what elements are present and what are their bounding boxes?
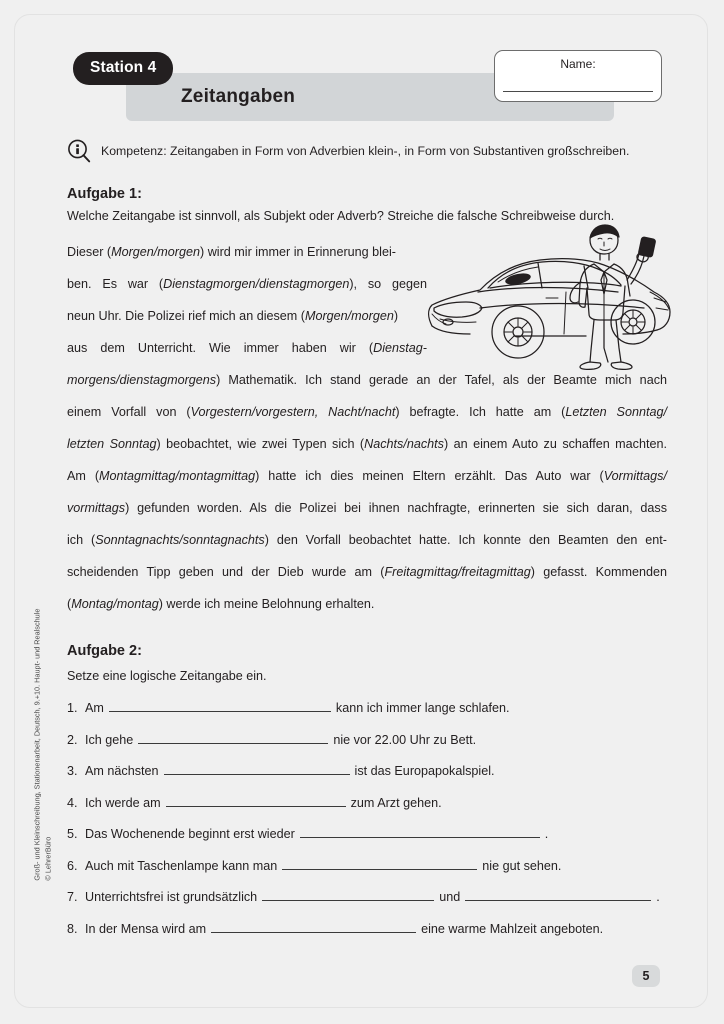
task1-instruction: Welche Zeitangabe ist sinnvoll, als Subjekt oder Adverb? Streiche die falsche Schreibweise durch. xyxy=(67,209,615,223)
answer-suffix-text: nie gut sehen. xyxy=(482,858,562,873)
competence-row xyxy=(66,138,674,164)
competence-text: Kompetenz: Zeitangaben in Form von Adverbien klein-, in Form von Substantiven großschreiben. xyxy=(101,143,630,158)
info-magnifier-icon xyxy=(66,138,92,164)
answer-blank[interactable] xyxy=(166,793,346,807)
answer-blank[interactable] xyxy=(465,887,651,901)
answer-number: 3. xyxy=(67,764,78,778)
answer-blank[interactable] xyxy=(138,730,328,744)
task1-text-line: vormittags) gefunden worden. Als die Polizei bei ihnen nachfragte, erinnerten sie sich daran, dass xyxy=(67,501,667,515)
man-leaning-on-car-illustration xyxy=(418,222,680,370)
task2-heading: Aufgabe 2: xyxy=(67,643,142,659)
answer-prefix-text: Am xyxy=(85,701,104,715)
answer-blank[interactable] xyxy=(282,856,477,870)
answer-row xyxy=(67,919,667,951)
answer-suffix-text: eine warme Mahlzeit angeboten. xyxy=(421,921,604,936)
answer-prefix-text: Unterrichtsfrei ist grundsätzlich xyxy=(85,890,258,904)
task1-text-line: (Montag/montag) werde ich meine Belohnung erhalten. xyxy=(67,597,375,611)
answer-row xyxy=(67,824,667,856)
station-badge: Station 4 xyxy=(73,52,173,85)
answer-prefix-text: Auch mit Taschenlampe kann man xyxy=(85,858,278,873)
page-title: Zeitangaben xyxy=(181,86,296,107)
task1-text-line: Am (Montagmittag/montagmittag) hatte ich dies meinen Eltern erzählt. Das Auto war (Vormittags/ xyxy=(67,469,667,483)
answer-blank[interactable] xyxy=(262,887,434,901)
answer-prefix-text: In der Mensa wird am xyxy=(85,921,207,936)
credit-note: Groß- und Kleinschreibung, Stationenarbeit, Deutsch, 9.+10. Haupt- und Realschule © LehrerBüro xyxy=(32,608,52,881)
task1-text-line: morgens/dienstagmorgens) Mathematik. Ich stand gerade an der Tafel, als der Beamte mich nach xyxy=(67,373,667,387)
task2-answer-list xyxy=(67,698,667,950)
name-writing-line xyxy=(503,91,653,92)
answer-suffix-text: nie vor 22.00 Uhr zu Bett. xyxy=(333,732,477,747)
answer-row xyxy=(67,856,667,888)
answer-blank[interactable] xyxy=(109,698,331,712)
answer-blank[interactable] xyxy=(300,824,540,838)
name-field[interactable] xyxy=(494,50,662,102)
task1-text-line: einem Vorfall von (Vorgestern/vorgestern, Nacht/nacht) befragte. Ich hatte am (Letzten Sonntag/ xyxy=(67,405,667,419)
task1-text-line: Dieser (Morgen/morgen) wird mir immer in Erinnerung blei- xyxy=(67,245,396,259)
task1-heading: Aufgabe 1: xyxy=(67,186,142,202)
task1-text-line: ich (Sonntagnachts/sonntagnachts) den Vorfall beobachtet hatte. Ich konnte den Beamten den ent- xyxy=(67,533,667,547)
answer-suffix-text: kann ich immer lange schlafen. xyxy=(335,701,510,715)
name-label: Name: xyxy=(560,57,596,71)
answer-row xyxy=(67,887,667,919)
answer-number: 4. xyxy=(67,795,78,810)
task1-text-line: aus dem Unterricht. Wie immer haben wir (Dienstag- xyxy=(67,341,427,355)
task1-text-line: letzten Sonntag) beobachtet, wie zwei Typen sich (Nachts/nachts) an einem Auto zu schaffen machten. xyxy=(67,437,667,451)
task2-instruction: Setze eine logische Zeitangabe ein. xyxy=(67,669,267,683)
answer-prefix-text: Ich werde am xyxy=(85,795,161,810)
task1-text-line: ben. Es war (Dienstagmorgen/dienstagmorgen), so gegen xyxy=(67,277,427,291)
answer-row xyxy=(67,730,667,762)
answer-prefix-text: Ich gehe xyxy=(85,732,134,747)
answer-number: 1. xyxy=(67,701,78,715)
answer-number: 8. xyxy=(67,921,78,936)
answer-suffix-text: . xyxy=(656,890,660,904)
task1-text-line: scheidenden Tipp geben und der Dieb wurde am (Freitagmittag/freitagmittag) gefasst. Kommenden xyxy=(67,565,667,579)
answer-suffix-text: zum Arzt gehen. xyxy=(350,795,442,810)
answer-prefix-text: Das Wochenende beginnt erst wieder xyxy=(85,827,295,841)
answer-blank[interactable] xyxy=(164,761,350,775)
task1-text-line: neun Uhr. Die Polizei rief mich an diesem (Morgen/morgen) xyxy=(67,309,399,323)
answer-number: 2. xyxy=(67,732,78,747)
answer-number: 5. xyxy=(67,827,78,841)
answer-number: 6. xyxy=(67,858,78,873)
answer-prefix-text: Am nächsten xyxy=(85,764,159,778)
answer-suffix-text: . xyxy=(544,827,549,841)
answer-blank[interactable] xyxy=(211,919,416,933)
answer-suffix-text: ist das Europapokalspiel. xyxy=(354,764,495,778)
answer-row xyxy=(67,698,667,730)
answer-middle-text: und xyxy=(439,890,461,904)
answer-row xyxy=(67,761,667,793)
answer-row xyxy=(67,793,667,825)
page-number: 5 xyxy=(632,965,660,987)
answer-number: 7. xyxy=(67,890,78,904)
